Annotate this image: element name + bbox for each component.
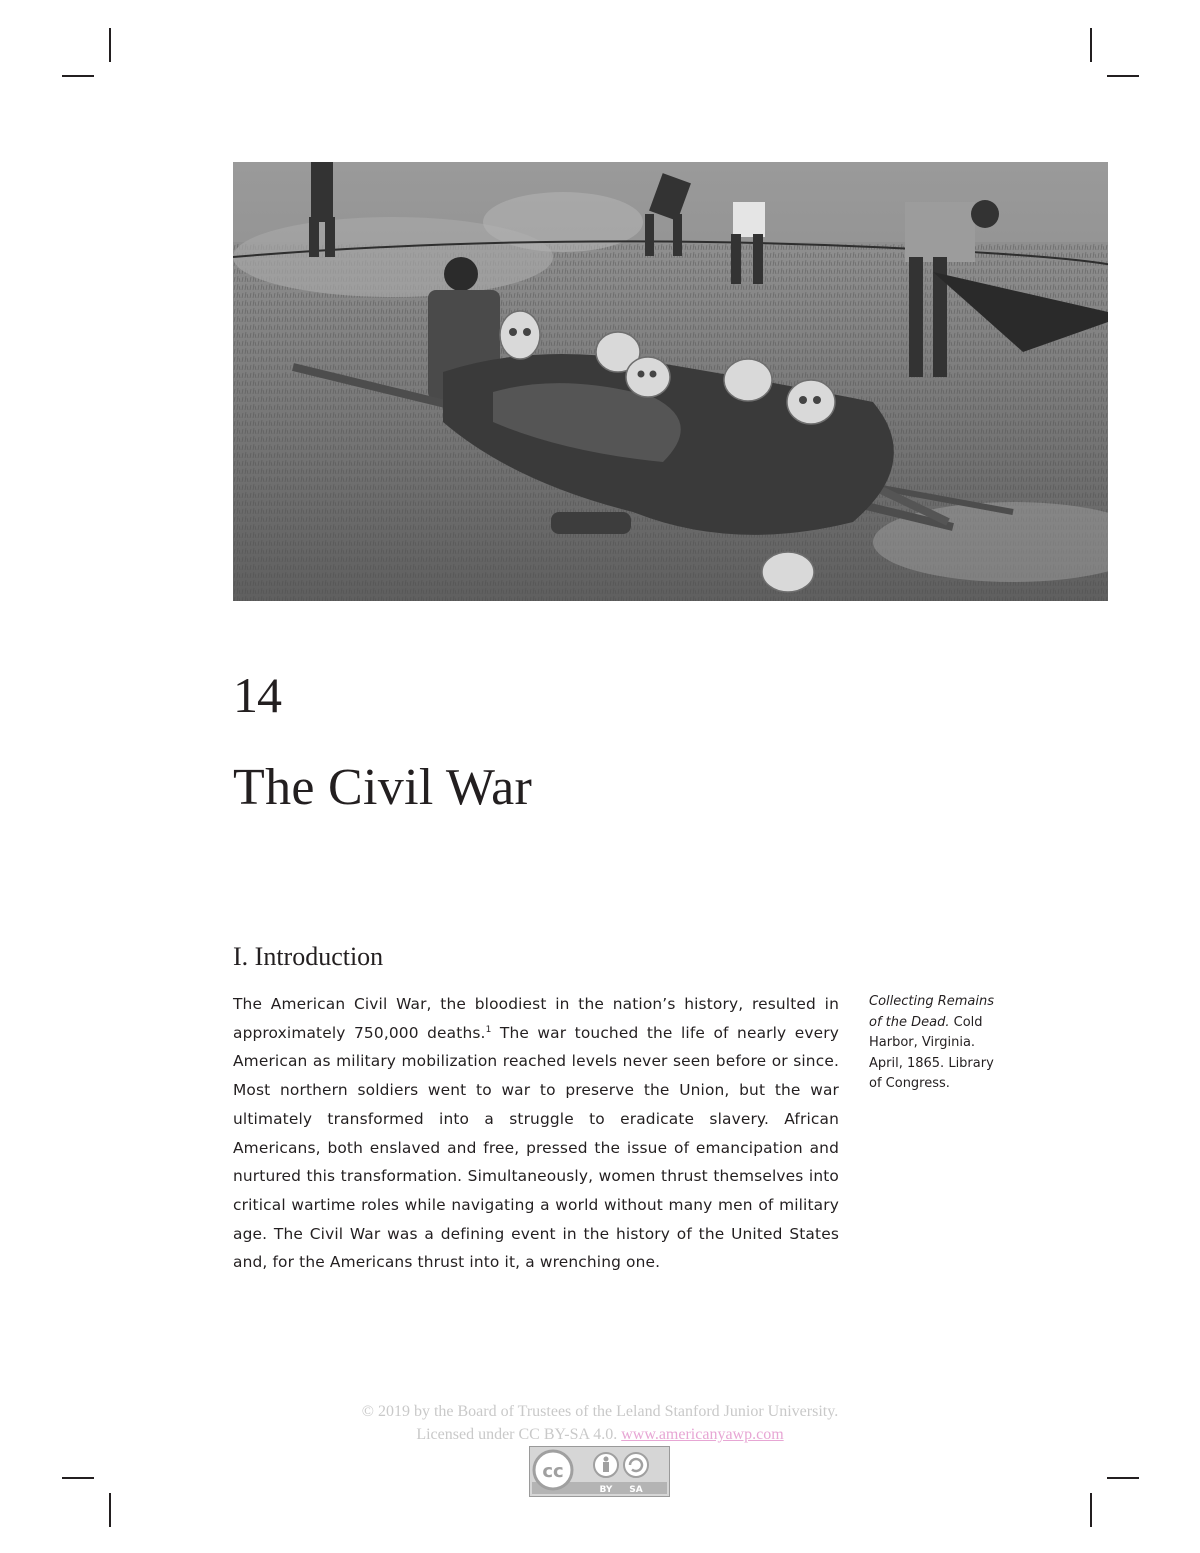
- caption-text: Cold Harbor, Virginia. April, 1865. Library of Congress.: [869, 1014, 994, 1091]
- body-text-part-1: The American Civil War, the bloodiest in the nation’s history, resulted in approximately 750,000 deaths.: [233, 995, 839, 1042]
- cc-icon-text: cc: [542, 1461, 564, 1482]
- copyright-line: © 2019 by the Board of Trustees of the Leland Stanford Junior University.: [361, 1403, 839, 1420]
- footnote-marker[interactable]: 1: [485, 1024, 492, 1035]
- license-line: [0, 1426, 1200, 1444]
- crop-mark-bottom-left-horizontal: [62, 1477, 94, 1479]
- share-alike-icon: [624, 1453, 648, 1477]
- section-heading: I. Introduction: [233, 942, 384, 971]
- badge-by-label: BY: [599, 1485, 613, 1495]
- chapter-number: 14: [233, 667, 281, 723]
- crop-mark-bottom-right-horizontal: [1107, 1477, 1139, 1479]
- photo-caption: [869, 992, 1009, 1095]
- cc-badge-graphic: [529, 1446, 670, 1497]
- crop-mark-top-left-vertical: [109, 28, 111, 62]
- cc-by-sa-badge[interactable]: [529, 1446, 670, 1497]
- badge-sa-label: SA: [629, 1485, 643, 1495]
- chapter-photograph: [233, 162, 1108, 601]
- caption-title: Collecting Remains of the Dead.: [869, 994, 995, 1030]
- photograph-illustration: [233, 162, 1108, 601]
- crop-mark-bottom-left-vertical: [109, 1493, 111, 1527]
- crop-mark-top-right-horizontal: [1107, 75, 1139, 77]
- chapter-title: The Civil War: [233, 759, 533, 816]
- crop-mark-top-left-horizontal: [62, 75, 94, 77]
- crop-mark-bottom-right-vertical: [1090, 1493, 1092, 1527]
- crop-mark-top-right-vertical: [1090, 28, 1092, 62]
- license-text: Licensed under CC BY-SA 4.0.: [416, 1426, 622, 1443]
- website-link[interactable]: www.americanyawp.com: [621, 1426, 784, 1443]
- body-text-part-2: The war touched the life of nearly every American as military mobilization reached levels never seen before or since. Most northern soldiers went to war to preserve the Union, but the war ultimately transformed into a struggle to eradicate slavery. African Americans, both enslaved and free, pressed the issue of emancipation and nurtured this transformation. Simultaneously, women thrust themselves into critical wartime roles while navigating a world without many men of military age. The Civil War was a defining event in the history of the United States and, for the Americans thrust into it, a wrenching one.: [233, 1023, 839, 1272]
- body-paragraph: [233, 990, 839, 1277]
